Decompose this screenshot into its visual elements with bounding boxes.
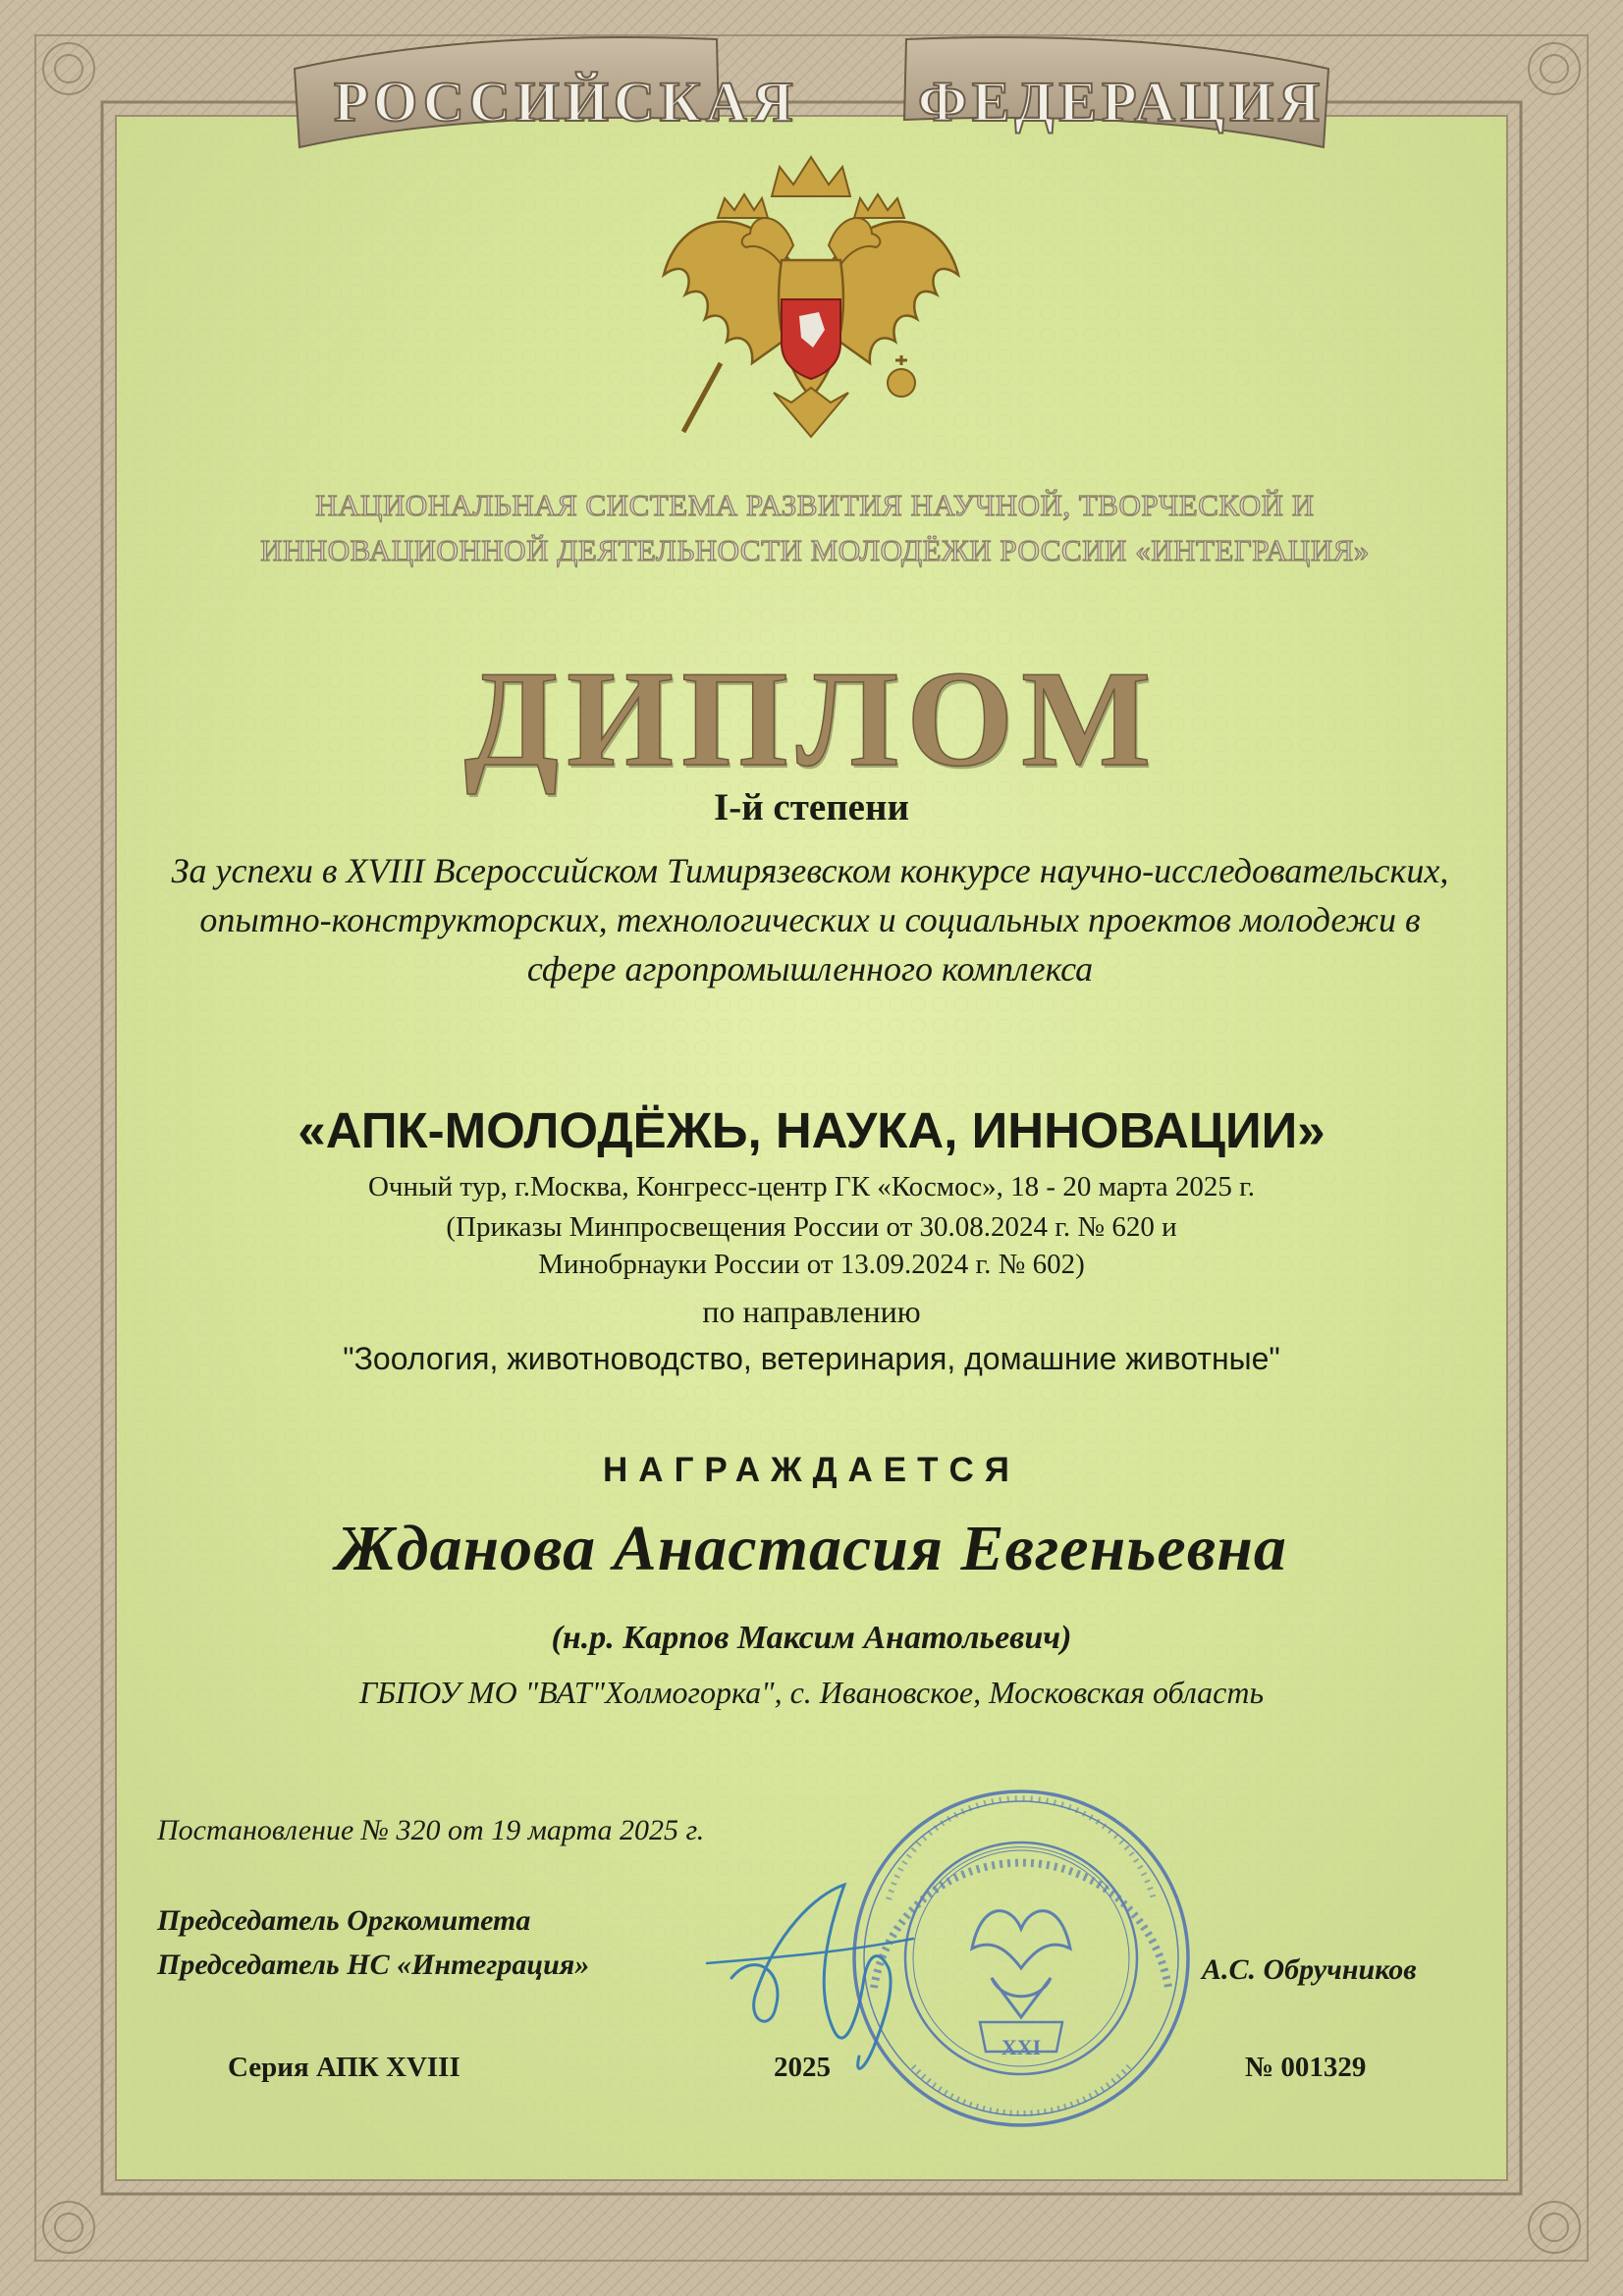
orders-line-1: (Приказы Минпросвещения России от 30.08.2024 г. № 620 и — [446, 1211, 1177, 1243]
signer-name: А.С. Обручников — [1202, 1953, 1417, 1986]
diploma-number: № 001329 — [1245, 2052, 1367, 2083]
document-title: ДИПЛОМ — [463, 643, 1160, 795]
chair-title-2: Председатель НС «Интеграция» — [157, 1949, 590, 1981]
orders-line-2: Минобрнауки России от 13.09.2024 г. № 602) — [538, 1249, 1085, 1280]
banner-left-text: РОССИЙСКАЯ — [334, 70, 798, 133]
decree-line: Постановление № 320 от 19 марта 2025 г. — [157, 1814, 705, 1846]
institution-name: ГБПОУ МО "ВАТ"Холмогорка", с. Ивановское, Московская область — [358, 1675, 1265, 1710]
supervisor-name: (н.р. Карпов Максим Анатольевич) — [551, 1620, 1072, 1656]
direction-label: по направлению — [702, 1294, 921, 1329]
series-label: Серия АПК XVIII — [228, 2052, 460, 2083]
contest-name: «АПК-МОЛОДЁЖЬ, НАУКА, ИННОВАЦИИ» — [298, 1102, 1325, 1158]
direction-name: "Зоология, животноводство, ветеринария, домашние животные" — [343, 1341, 1280, 1376]
round-info: Очный тур, г.Москва, Конгресс-центр ГК «Космос», 18 - 20 марта 2025 г. — [367, 1171, 1255, 1202]
svg-text:XXI: XXI — [1001, 2035, 1042, 2059]
banner-right-text: ФЕДЕРАЦИЯ — [918, 70, 1325, 133]
recipient-name: Жданова Анастасия Евгеньевна — [336, 1513, 1287, 1584]
chair-title-1: Председатель Оргкомитета — [157, 1904, 531, 1937]
organization-name: НАЦИОНАЛЬНАЯ СИСТЕМА РАЗВИТИЯ НАУЧНОЙ, ТВОРЧЕСКОЙ И ИННОВАЦИОННОЙ ДЕЯТЕЛЬНОСТИ МОЛОДЁЖИ РОССИИ «ИНТЕГРАЦИЯ» — [260, 488, 1370, 567]
awarded-label: НАГРАЖДАЕТСЯ — [603, 1451, 1020, 1489]
award-degree: I-й степени — [714, 786, 909, 828]
issue-year: 2025 — [774, 2052, 831, 2083]
award-reason: За успехи в XVIII Всероссийском Тимирязевском конкурсе научно-исследовательских, опытно-конструкторских, технологических и социальных проектов молодежи в сфере агропромышленного комплекса — [171, 851, 1449, 988]
